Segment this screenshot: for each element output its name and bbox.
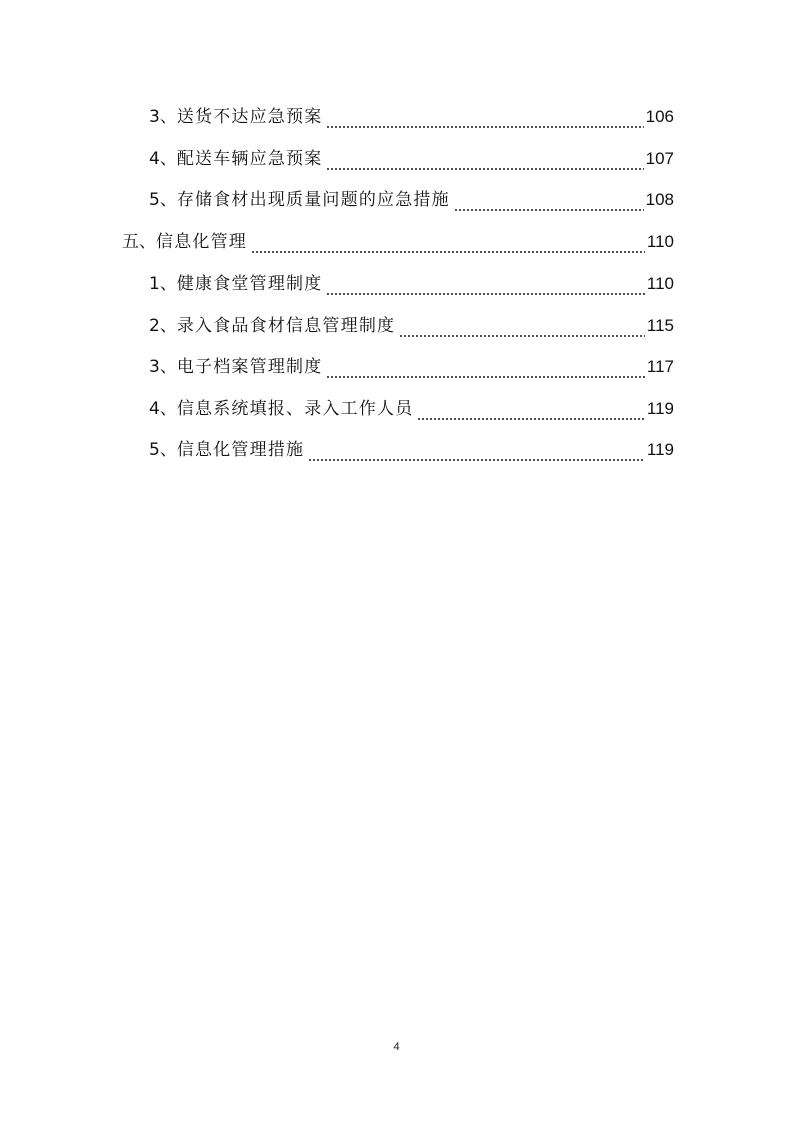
dot-leader: [326, 96, 643, 138]
toc-entry-title: 配送车辆应急预案: [176, 149, 323, 169]
toc-entry[interactable]: [149, 305, 674, 347]
toc-entry-number: 4、: [149, 149, 177, 169]
toc-entry-number: 2、: [149, 316, 177, 336]
toc-entry-title: 送货不达应急预案: [176, 107, 323, 127]
toc-entry-number: 3、: [149, 357, 177, 377]
toc-entry-title: 信息化管理措施: [176, 440, 305, 460]
toc-entry-title: 信息系统填报、录入工作人员: [176, 399, 414, 419]
toc-entry-number: 5、: [149, 440, 177, 460]
toc-entry-number: 五、: [122, 232, 156, 252]
page-number: 4: [393, 1041, 400, 1053]
toc-entry[interactable]: [149, 96, 674, 138]
dot-leader: [454, 179, 644, 221]
toc-entry-page: 117: [646, 357, 674, 376]
toc-entry-page: 119: [646, 440, 674, 459]
toc-entry[interactable]: [149, 346, 674, 388]
toc-entry-number: 1、: [149, 274, 177, 294]
toc-entry[interactable]: [149, 138, 674, 180]
toc-entry-title: 电子档案管理制度: [176, 357, 323, 377]
dot-leader: [251, 221, 645, 263]
toc-entry-page: 106: [645, 107, 674, 126]
toc-entry-page: 110: [646, 232, 674, 251]
toc-entry-page: 107: [645, 149, 674, 168]
toc-entry[interactable]: [149, 179, 674, 221]
toc-entry[interactable]: [122, 221, 674, 263]
dot-leader: [326, 263, 644, 305]
toc-entry-title: 健康食堂管理制度: [176, 274, 323, 294]
dot-leader: [417, 388, 644, 430]
dot-leader: [326, 138, 643, 180]
toc-entry-title: 存储食材出现质量问题的应急措施: [176, 190, 450, 210]
dot-leader: [399, 305, 645, 347]
toc-entry-page: 108: [645, 190, 674, 209]
toc-entry-page: 119: [646, 399, 674, 418]
toc-entry-page: 115: [646, 316, 674, 335]
dot-leader: [308, 429, 645, 471]
toc-entry-page: 110: [646, 274, 674, 293]
toc-entry[interactable]: [149, 263, 674, 305]
toc-entry[interactable]: [149, 388, 674, 430]
toc-entry[interactable]: [149, 429, 674, 471]
dot-leader: [326, 346, 644, 388]
toc-entry-number: 4、: [149, 399, 177, 419]
toc-entry-number: 3、: [149, 107, 177, 127]
toc-entry-title: 录入食品食材信息管理制度: [176, 316, 396, 336]
toc-entry-number: 5、: [149, 190, 177, 210]
toc-entry-title: 信息化管理: [156, 232, 247, 252]
